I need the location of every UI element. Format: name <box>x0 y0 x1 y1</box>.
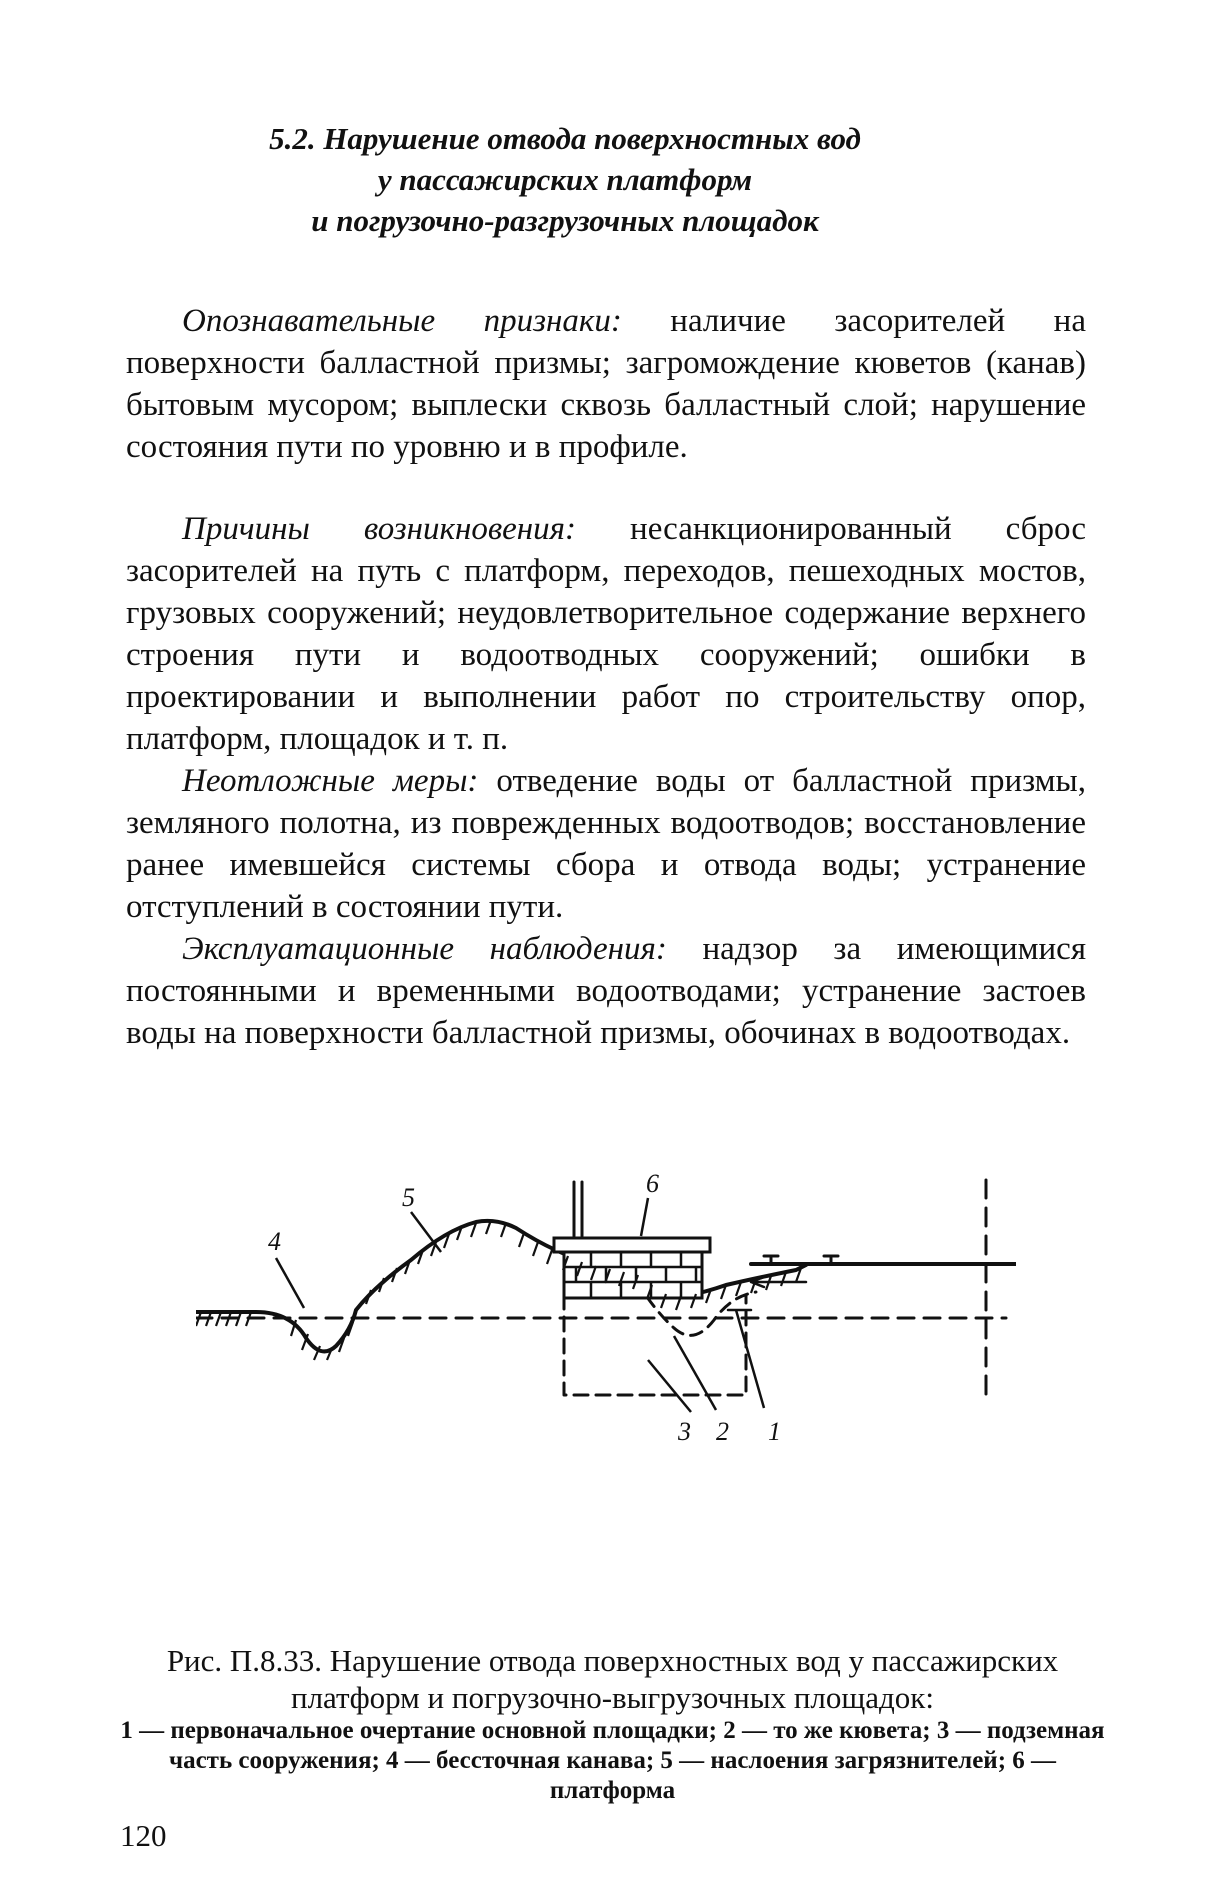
paragraph-label: Неотложные меры: <box>182 763 479 799</box>
page-number: 120 <box>120 1818 167 1853</box>
paragraph-label: Опознавательные признаки: <box>182 303 622 339</box>
paragraph-identification <box>126 300 1086 468</box>
paragraph-text: надзор за имеющимися постоянными и временными водоотводами; устранение застоев воды на поверхности балластной призмы, обочинах в водоотводах. <box>126 931 1086 1051</box>
paragraph-text: несанкционированный сброс засорителей на путь с платформ, переходов, пешеходных мостов, грузовых сооружений; неудовлетворительное содержание верхнего строения пути и водоотводных сооружений; ошибки в проектировании и выполнении работ по строительству опор, платформ, площадок и т. п. <box>126 511 1086 757</box>
figure-label-5: 5 <box>402 1183 415 1212</box>
underground-structure <box>564 1295 746 1395</box>
platform-structure <box>554 1238 710 1252</box>
figure-label-3: 3 <box>678 1417 691 1446</box>
ground-profile <box>196 1221 806 1352</box>
figure-label-6: 6 <box>646 1170 659 1198</box>
heading-line-3: и погрузочно-разгрузочных площадок <box>311 203 819 238</box>
paragraph-observations <box>126 928 1086 1054</box>
paragraph-label: Эксплуатационные наблюдения: <box>182 931 667 967</box>
figure-label-2: 2 <box>716 1417 729 1446</box>
paragraph-text: отведение воды от балластной призмы, земляного полотна, из поврежденных водоотводов; восстановление ранее имевшейся системы сбора и отвода воды; устранение отступлений в состоянии пути. <box>126 763 1086 925</box>
paragraph-urgent-measures <box>126 760 1086 928</box>
cross-section-figure <box>196 1170 1016 1520</box>
figure-label-1: 1 <box>768 1417 781 1446</box>
figure-label-4: 4 <box>268 1227 281 1256</box>
figure-caption <box>120 1642 1105 1806</box>
caption-title: Рис. П.8.33. Нарушение отвода поверхностных вод у пассажирских платформ и погрузочно-выгрузочных площадок: <box>166 1643 1059 1715</box>
section-heading <box>150 118 980 241</box>
paragraph-text: наличие засорителей на поверхности балластной призмы; загромождение кюветов (канав) бытовым мусором; выплески сквозь балластный слой; нарушение состояния пути по уровню и в профиле. <box>126 303 1086 465</box>
caption-legend: 1 — первоначальное очертание основной площадки; 2 — то же кювета; 3 — подземная часть сооружения; 4 — бессточная канава; 5 — наслоения загрязнителей; 6 — платформа <box>120 1717 1105 1804</box>
paragraph-label: Причины возникновения: <box>182 511 577 547</box>
paragraph-causes <box>126 508 1086 760</box>
heading-line-2: у пассажирских платформ <box>377 162 753 197</box>
heading-line-1: 5.2. Нарушение отвода поверхностных вод <box>269 121 861 156</box>
